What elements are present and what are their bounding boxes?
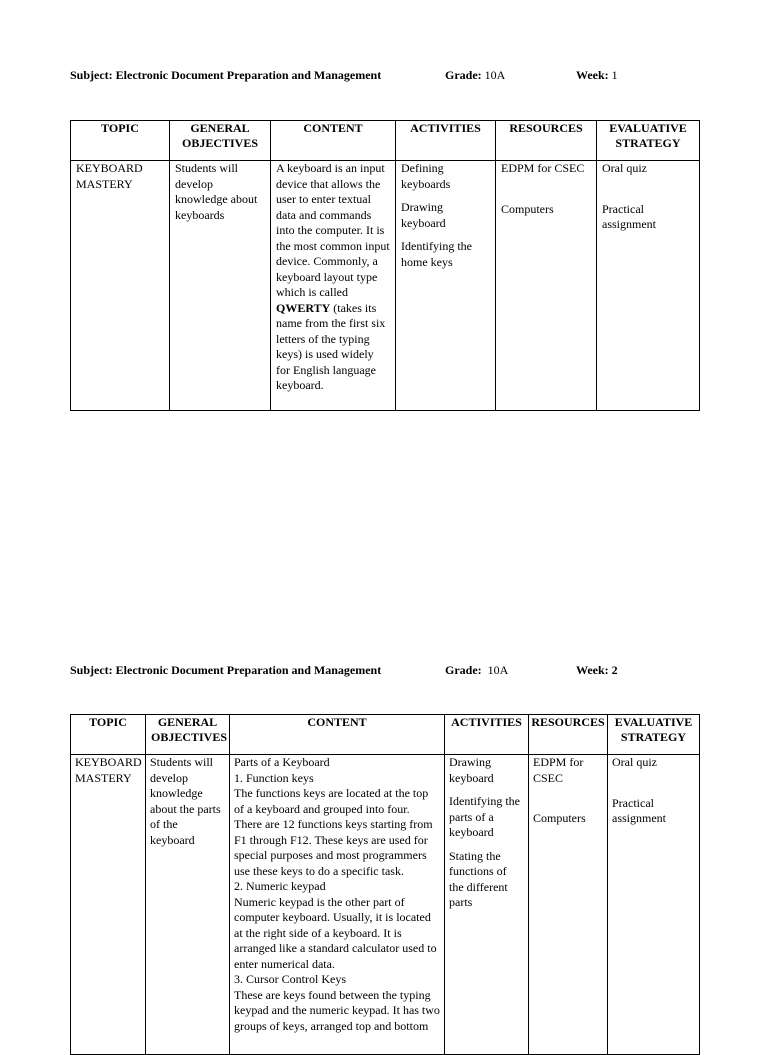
evaluation-item: Practical assignment: [602, 201, 656, 231]
content-cell: A keyboard is an input device that allows the user to enter textual data and commands into the computer. It is the most common input device. Commonly, a keyboard layout type which is called QWERTY (takes its name from the first six letters of the typing keys) is used widely for English language keyboard.: [271, 161, 396, 411]
objectives-cell: Students will develop knowledge about the parts of the keyboard: [146, 755, 230, 1055]
week1-lesson-table: [70, 120, 700, 411]
activities-cell: [445, 755, 529, 1055]
column-header: ACTIVITIES: [396, 121, 496, 161]
activity-item: Defining keyboards: [401, 161, 451, 191]
table-header-row: [71, 715, 700, 755]
column-header: EVALUATIVE STRATEGY: [597, 121, 700, 161]
grade-field: Grade: 10A: [445, 663, 509, 677]
activity-item: Drawing keyboard: [401, 200, 446, 230]
column-header: GENERAL OBJECTIVES: [146, 715, 230, 755]
activity-item: Drawing keyboard: [449, 755, 494, 785]
activities-cell: [396, 161, 496, 411]
column-header: CONTENT: [271, 121, 396, 161]
column-header: TOPIC: [71, 121, 170, 161]
evaluation-item: Oral quiz: [602, 161, 647, 175]
resource-item: Computers: [501, 201, 554, 216]
evaluation-item: Practical assignment: [612, 795, 666, 825]
evaluation-cell: [608, 755, 700, 1055]
resource-item: EDPM for CSEC: [501, 161, 585, 175]
resource-item: EDPM for CSEC: [533, 755, 584, 785]
activity-item: Stating the functions of the different parts: [449, 848, 508, 909]
content-cell: Parts of a Keyboard 1. Function keys The functions keys are located at the top of a keyboard and grouped into four. There are 12 functions keys starting from F1 through F12. These keys are used for special purposes and most programmers use these keys to do a specific task. 2. Numeric keypad Numeric keypad is the other part of computer keyboard. Usually, it is located at the right side of a keyboard. It is arranged like a standard calculator used to enter numerical data. 3. Cursor Control Keys These are keys found between the typing keypad and the numeric keypad. It has two groups of keys, arranged top and bottom: [230, 755, 445, 1055]
week1-header: [70, 68, 690, 83]
column-header: EVALUATIVE STRATEGY: [608, 715, 700, 755]
activity-item: Identifying the home keys: [401, 239, 472, 269]
grade-field: Grade: 10A: [445, 68, 506, 82]
resource-item: Computers: [533, 811, 586, 825]
week2-lesson-table: [70, 714, 700, 1055]
column-header: CONTENT: [230, 715, 445, 755]
column-header: RESOURCES: [496, 121, 597, 161]
table-row: [71, 755, 700, 1055]
activity-item: Identifying the parts of a keyboard: [449, 794, 520, 839]
column-header: ACTIVITIES: [445, 715, 529, 755]
column-header: TOPIC: [71, 715, 146, 755]
topic-cell: KEYBOARD MASTERY: [71, 161, 170, 411]
week-field: Week: 1: [576, 68, 618, 82]
column-header: GENERAL OBJECTIVES: [170, 121, 271, 161]
evaluation-item: Oral quiz: [612, 755, 657, 769]
week2-header: [70, 663, 690, 678]
table-row: [71, 161, 700, 411]
resources-cell: [529, 755, 608, 1055]
topic-cell: KEYBOARD MASTERY: [71, 755, 146, 1055]
column-header: RESOURCES: [529, 715, 608, 755]
evaluation-cell: [597, 161, 700, 411]
table-header-row: [71, 121, 700, 161]
resources-cell: [496, 161, 597, 411]
subject-label: Subject: Electronic Document Preparation and Management: [70, 68, 382, 82]
subject-label: Subject: Electronic Document Preparation and Management: [70, 663, 382, 677]
objectives-cell: Students will develop knowledge about keyboards: [170, 161, 271, 411]
week-field: Week: 2: [576, 663, 618, 677]
